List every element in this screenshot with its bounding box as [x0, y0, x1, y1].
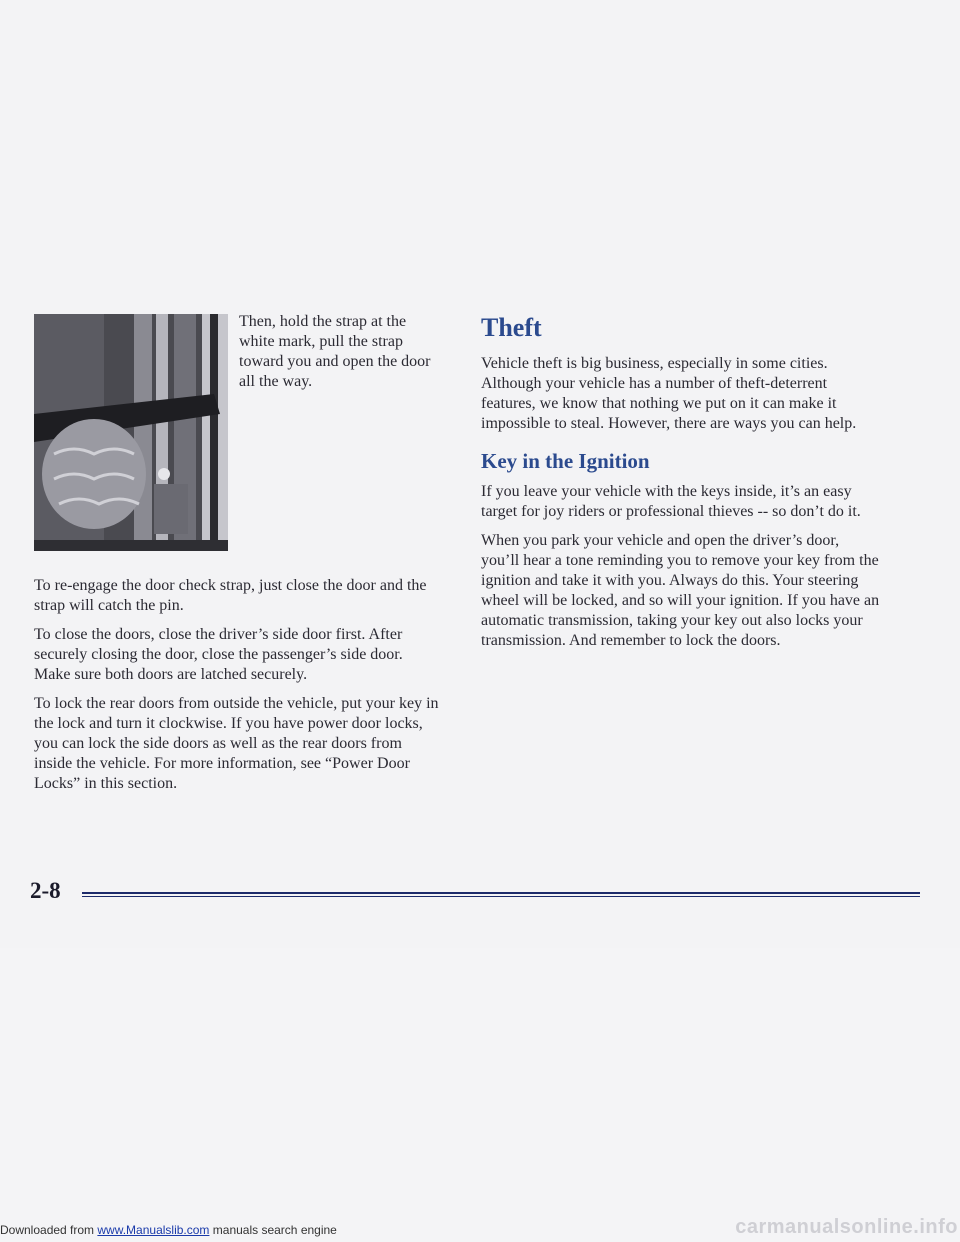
manualslib-link[interactable]: www.Manualslib.com — [97, 1223, 210, 1237]
paragraph-theft-intro: Vehicle theft is big business, especially in some cities. Although your vehicle has a number of theft-deterrent features, we know that nothing we put on it can make it impossible to steal. However, there are ways you can help. — [481, 355, 857, 432]
page-footer — [30, 878, 890, 908]
download-notice — [0, 1223, 337, 1237]
footer-rule — [82, 892, 920, 897]
paragraph-close-doors: To close the doors, close the driver’s side door first. After securely closing the door, close the passenger’s side door. Make sure both doors are latched securely. — [34, 626, 403, 683]
door-strap-photo — [34, 314, 228, 551]
subsection-title: Key in the Ignition — [481, 449, 650, 473]
left-column — [34, 576, 439, 803]
page-number: 2-8 — [30, 878, 61, 903]
paragraph-lock-rear-doors: To lock the rear doors from outside the vehicle, put your key in the lock and turn it clockwise. If you have power door locks, you can lock the side doors as well as the rear doors from inside the vehicle. For more information, see “Power Door Locks” in this section. — [34, 695, 439, 792]
site-watermark: carmanualsonline.info — [735, 1216, 958, 1238]
section-title: Theft — [481, 313, 542, 342]
download-notice-prefix: Downloaded from — [0, 1223, 98, 1237]
photo-caption: Then, hold the strap at the white mark, pull the strap toward you and open the door all the way. — [239, 313, 431, 390]
paragraph-keys-inside: If you leave your vehicle with the keys inside, it’s an easy target for joy riders or professional thieves -- so don’t do it. — [481, 483, 861, 520]
paragraph-door-check-strap: To re-engage the door check strap, just close the door and the strap will catch the pin. — [34, 577, 427, 614]
door-strap-photo-icon — [34, 314, 228, 551]
paragraph-park-vehicle: When you park your vehicle and open the driver’s door, you’ll hear a tone reminding you to remove your key from the ignition and take it with you. Always do this. Your steering wheel will be locked, and so will your ignition. If you have an automatic transmission, taking your key out also locks your transmission. And remember to lock the doors. — [481, 532, 880, 649]
download-notice-suffix: manuals search engine — [209, 1223, 337, 1237]
right-column — [481, 312, 881, 660]
